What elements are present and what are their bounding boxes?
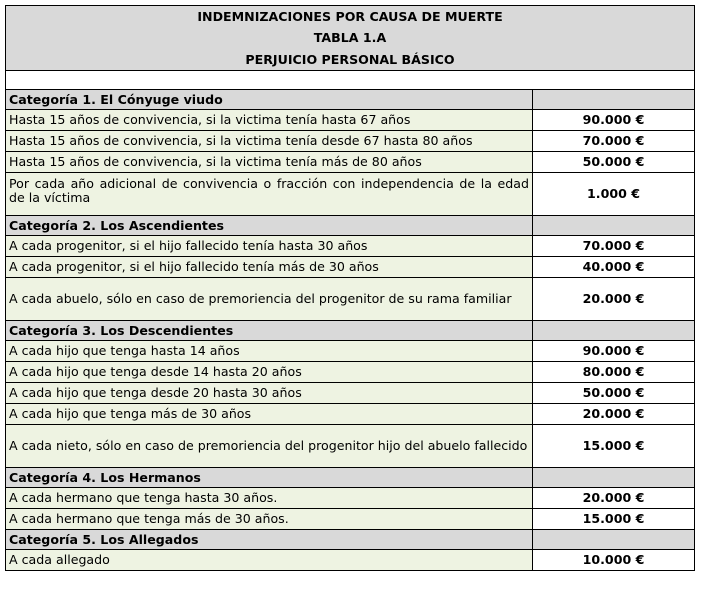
category-title: Categoría 2. Los Ascendientes: [6, 216, 533, 236]
category-amount-cell: [533, 90, 695, 110]
row-amount: 90.000 €: [533, 341, 695, 362]
header-table-number: TABLA 1.A: [313, 30, 387, 46]
row-description: A cada nieto, sólo en caso de premoriencia del progenitor hijo del abuelo fallecido: [6, 425, 533, 468]
row-description: A cada progenitor, si el hijo fallecido tenía hasta 30 años: [6, 236, 533, 257]
spacer-row: [6, 71, 695, 90]
table-row: [6, 152, 695, 173]
header-title: INDEMNIZACIONES POR CAUSA DE MUERTE: [197, 9, 503, 25]
row-description: A cada progenitor, si el hijo fallecido tenía más de 30 años: [6, 257, 533, 278]
row-amount: 20.000 €: [533, 488, 695, 509]
header-subtitle: PERJUICIO PERSONAL BÁSICO: [245, 51, 455, 67]
row-amount: 15.000 €: [533, 425, 695, 468]
table-row: [6, 341, 695, 362]
row-amount: 20.000 €: [533, 278, 695, 321]
table-row: [6, 131, 695, 152]
row-description: A cada hijo que tenga desde 14 hasta 20 años: [6, 362, 533, 383]
category-amount-cell: [533, 468, 695, 488]
row-amount: 70.000 €: [533, 131, 695, 152]
compensation-table-sheet: [5, 5, 694, 571]
category-row: [6, 90, 695, 110]
table-header: [6, 6, 695, 71]
row-description: Hasta 15 años de convivencia, si la victima tenía hasta 67 años: [6, 110, 533, 131]
row-amount: 50.000 €: [533, 152, 695, 173]
row-amount: 20.000 €: [533, 404, 695, 425]
category-title: Categoría 5. Los Allegados: [6, 530, 533, 550]
row-description: A cada abuelo, sólo en caso de premoriencia del progenitor de su rama familiar: [6, 278, 533, 321]
row-amount: 1.000 €: [533, 173, 695, 216]
row-amount: 15.000 €: [533, 509, 695, 530]
row-amount: 10.000 €: [533, 550, 695, 571]
row-amount: 90.000 €: [533, 110, 695, 131]
table-row: [6, 404, 695, 425]
row-description: A cada hermano que tenga más de 30 años.: [6, 509, 533, 530]
table-row: [6, 425, 695, 468]
table-row: [6, 488, 695, 509]
category-row: [6, 216, 695, 236]
table-row: [6, 110, 695, 131]
spacer-cell: [6, 71, 695, 90]
row-description: A cada allegado: [6, 550, 533, 571]
table-row: [6, 236, 695, 257]
category-row: [6, 321, 695, 341]
category-row: [6, 530, 695, 550]
table-row: [6, 362, 695, 383]
row-amount: 70.000 €: [533, 236, 695, 257]
row-description-cell: [6, 173, 533, 216]
category-title: Categoría 3. Los Descendientes: [6, 321, 533, 341]
category-amount-cell: [533, 530, 695, 550]
table-row: [6, 257, 695, 278]
table-row: [6, 383, 695, 404]
table-row: [6, 173, 695, 216]
row-description: A cada hijo que tenga desde 20 hasta 30 años: [6, 383, 533, 404]
category-title: Categoría 4. Los Hermanos: [6, 468, 533, 488]
row-description: A cada hijo que tenga hasta 14 años: [6, 341, 533, 362]
table-row: [6, 509, 695, 530]
row-amount: 50.000 €: [533, 383, 695, 404]
row-description: Por cada año adicional de convivencia o fracción con independencia de la edad de la víctima: [9, 176, 529, 205]
category-row: [6, 468, 695, 488]
table-header-row: [6, 6, 695, 71]
row-amount: 40.000 €: [533, 257, 695, 278]
row-description: A cada hermano que tenga hasta 30 años.: [6, 488, 533, 509]
table-row: [6, 550, 695, 571]
table-row: [6, 278, 695, 321]
category-title: Categoría 1. El Cónyuge viudo: [6, 90, 533, 110]
category-amount-cell: [533, 321, 695, 341]
compensation-table: [5, 5, 695, 571]
row-description: Hasta 15 años de convivencia, si la victima tenía desde 67 hasta 80 años: [6, 131, 533, 152]
row-amount: 80.000 €: [533, 362, 695, 383]
row-description: A cada hijo que tenga más de 30 años: [6, 404, 533, 425]
category-amount-cell: [533, 216, 695, 236]
row-description: Hasta 15 años de convivencia, si la victima tenía más de 80 años: [6, 152, 533, 173]
